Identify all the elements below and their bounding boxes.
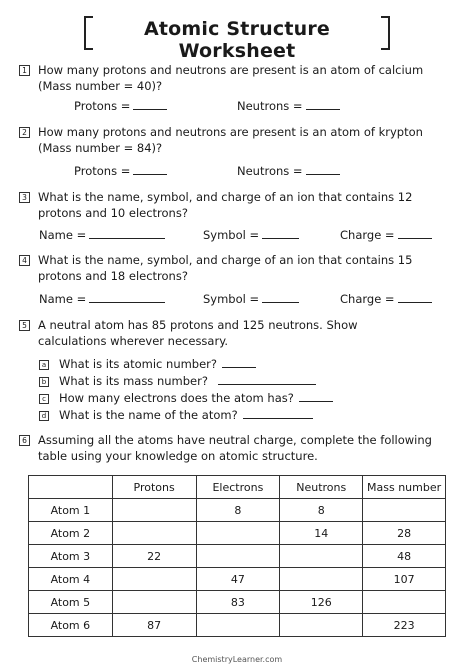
answer-blank[interactable]: [89, 290, 165, 303]
table-cell[interactable]: 8: [196, 499, 280, 522]
table-cell[interactable]: 126: [280, 591, 363, 614]
name-label: Name =: [39, 228, 87, 242]
answer-blank[interactable]: [299, 389, 333, 402]
answer-blank[interactable]: [218, 372, 316, 385]
answer-symbol-3: [203, 226, 299, 242]
subquestion-letter: d: [39, 411, 49, 421]
subquestion-a: [39, 355, 256, 371]
table-cell[interactable]: [280, 568, 363, 591]
question-text: A neutral atom has 85 protons and 125 neutrons. Show calculations wherever necessary.: [38, 318, 358, 348]
answer-charge-4: [340, 290, 432, 306]
answer-neutrons-2: [237, 162, 340, 178]
table-row-label: Atom 3: [29, 545, 113, 568]
answer-blank[interactable]: [133, 162, 167, 175]
question-text: What is the name, symbol, and charge of an ion that contains 12 protons and 10 electrons?: [38, 190, 413, 220]
table-cell[interactable]: 87: [112, 614, 196, 637]
table-cell[interactable]: [112, 591, 196, 614]
neutrons-label: Neutrons =: [237, 99, 303, 113]
answer-blank[interactable]: [89, 226, 165, 239]
table-cell[interactable]: [112, 499, 196, 522]
table-cell[interactable]: 107: [363, 568, 446, 591]
subquestion-text: What is its atomic number?: [59, 357, 218, 371]
protons-label: Protons =: [74, 164, 131, 178]
answer-name-3: [39, 226, 165, 242]
title-block: [84, 16, 390, 62]
symbol-label: Symbol =: [203, 228, 260, 242]
table-row: [29, 614, 446, 637]
charge-label: Charge =: [340, 228, 395, 242]
subquestion-text: What is the name of the atom?: [59, 408, 238, 422]
table-row: [29, 591, 446, 614]
answer-blank[interactable]: [306, 162, 340, 175]
table-row: [29, 568, 446, 591]
question-3: [19, 189, 459, 221]
subquestion-b: [39, 372, 316, 388]
table-cell[interactable]: [363, 499, 446, 522]
table-row-label: Atom 5: [29, 591, 113, 614]
table-cell[interactable]: [196, 522, 280, 545]
table-header-row: [29, 476, 446, 499]
table-header-cell: Electrons: [196, 476, 280, 499]
table-cell[interactable]: 48: [363, 545, 446, 568]
question-4: [19, 252, 459, 284]
table-row-label: Atom 6: [29, 614, 113, 637]
table-cell[interactable]: 28: [363, 522, 446, 545]
answer-blank[interactable]: [222, 355, 256, 368]
table-cell[interactable]: [196, 614, 280, 637]
question-number: 4: [19, 255, 30, 266]
table-row: [29, 499, 446, 522]
question-2: [19, 124, 459, 156]
answer-protons-2: [74, 162, 167, 178]
table-cell[interactable]: [112, 568, 196, 591]
protons-label: Protons =: [74, 99, 131, 113]
question-6: [19, 432, 459, 464]
table-header-cell: Neutrons: [280, 476, 363, 499]
table-cell[interactable]: 83: [196, 591, 280, 614]
answer-blank[interactable]: [262, 290, 299, 303]
subquestion-text: What is its mass number?: [59, 374, 208, 388]
table-cell[interactable]: 8: [280, 499, 363, 522]
table-cell[interactable]: [363, 591, 446, 614]
answer-blank[interactable]: [262, 226, 299, 239]
answer-neutrons-1: [237, 97, 340, 113]
table-row: [29, 545, 446, 568]
table-cell[interactable]: 47: [196, 568, 280, 591]
name-label: Name =: [39, 292, 87, 306]
question-5: [19, 317, 459, 349]
table-header-cell: Protons: [112, 476, 196, 499]
charge-label: Charge =: [340, 292, 395, 306]
question-number: 2: [19, 127, 30, 138]
question-text: How many protons and neutrons are present is an atom of calcium (Mass number = 40)?: [38, 63, 424, 93]
table-row-label: Atom 1: [29, 499, 113, 522]
table-cell[interactable]: [280, 545, 363, 568]
question-number: 1: [19, 65, 30, 76]
subquestion-text: How many electrons does the atom has?: [59, 391, 294, 405]
question-text: How many protons and neutrons are present is an atom of krypton (Mass number = 84)?: [38, 125, 423, 155]
atomic-structure-table: [28, 475, 446, 637]
answer-name-4: [39, 290, 165, 306]
answer-charge-3: [340, 226, 432, 242]
question-number: 3: [19, 192, 30, 203]
question-1: [19, 62, 459, 94]
subquestion-letter: b: [39, 377, 49, 387]
table-row-label: Atom 2: [29, 522, 113, 545]
answer-blank[interactable]: [398, 226, 432, 239]
answer-blank[interactable]: [133, 97, 167, 110]
table-cell[interactable]: [280, 614, 363, 637]
answer-blank[interactable]: [306, 97, 340, 110]
question-text: Assuming all the atoms have neutral charge, complete the following table using your knowledge on atomic structure.: [38, 433, 432, 463]
answer-protons-1: [74, 97, 167, 113]
page-title: Atomic Structure Worksheet: [143, 18, 331, 62]
table-cell[interactable]: [112, 522, 196, 545]
table-row-label: Atom 4: [29, 568, 113, 591]
answer-blank[interactable]: [398, 290, 432, 303]
subquestion-d: [39, 406, 313, 422]
table-cell[interactable]: [196, 545, 280, 568]
subquestion-letter: c: [39, 394, 49, 404]
table-cell[interactable]: 22: [112, 545, 196, 568]
table-header-cell: Mass number: [363, 476, 446, 499]
table-cell[interactable]: 223: [363, 614, 446, 637]
subquestion-letter: a: [39, 360, 49, 370]
question-number: 6: [19, 435, 30, 446]
symbol-label: Symbol =: [203, 292, 260, 306]
table-header-cell: [29, 476, 113, 499]
title-bracket-right: [381, 16, 390, 50]
table-cell[interactable]: 14: [280, 522, 363, 545]
table-row: [29, 522, 446, 545]
footer-credit: ChemistryLearner.com: [191, 655, 283, 664]
neutrons-label: Neutrons =: [237, 164, 303, 178]
answer-symbol-4: [203, 290, 299, 306]
answer-blank[interactable]: [243, 406, 313, 419]
subquestion-c: [39, 389, 333, 405]
question-text: What is the name, symbol, and charge of an ion that contains 15 protons and 18 electrons?: [38, 253, 413, 283]
question-number: 5: [19, 320, 30, 331]
